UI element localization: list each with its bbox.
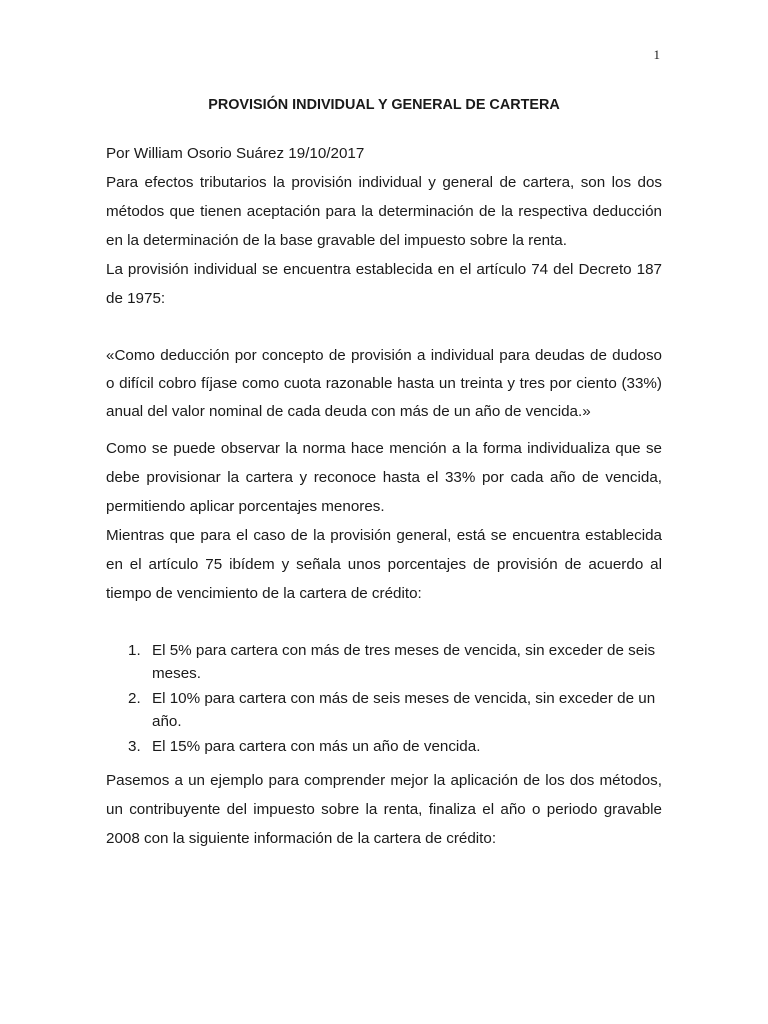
paragraph-individual: La provisión individual se encuentra establecida en el artículo 74 del Decreto 187 de 1975: (106, 261, 662, 307)
paragraph-example: Pasemos a un ejemplo para comprender mejor la aplicación de los dos métodos, un contribuyente del impuesto sobre la renta, finaliza el año o periodo gravable 2008 con la siguiente información de la cartera de crédito: (106, 772, 662, 847)
list-item-number: 1. (128, 642, 141, 659)
list-item (106, 735, 662, 758)
paragraph-intro: Para efectos tributarios la provisión individual y general de cartera, son los dos métodos que tienen aceptación para la determinación de la respectiva deducción en la determinación de la base gravable del impuesto sobre la renta. (106, 174, 662, 249)
page-number: 1 (653, 47, 660, 62)
paragraph-observation: Como se puede observar la norma hace mención a la forma individualiza que se debe provisionar la cartera y reconoce hasta el 33% por cada año de vencida, permitiendo aplicar porcentajes menores. (106, 440, 662, 515)
list-item-text: El 5% para cartera con más de tres meses de vencida, sin exceder de seis meses. (152, 642, 656, 682)
percentages-list (106, 639, 662, 758)
paragraph-general: Mientras que para el caso de la provisión general, está se encuentra establecida en el artículo 75 ibídem y señala unos porcentajes de provisión de acuerdo al tiempo de vencimiento de la cartera de crédito: (106, 527, 662, 602)
document-title: PROVISIÓN INDIVIDUAL Y GENERAL DE CARTERA (208, 97, 560, 113)
list-item-text: El 15% para cartera con más un año de vencida. (152, 738, 481, 755)
quote-article-74: «Como deducción por concepto de provisión a individual para deudas de dudoso o difícil cobro fíjase como cuota razonable hasta un treinta y tres por ciento (33%) anual del valor nominal de cada deuda con más de un año de vencida.» (106, 347, 662, 420)
list-item-number: 3. (128, 738, 141, 755)
document-body (106, 95, 662, 853)
list-item (106, 687, 662, 733)
list-item-number: 2. (128, 690, 141, 707)
list-item-text: El 10% para cartera con más de seis meses de vencida, sin exceder de un año. (152, 690, 656, 730)
byline: Por William Osorio Suárez 19/10/2017 (106, 145, 365, 162)
list-item (106, 639, 662, 685)
